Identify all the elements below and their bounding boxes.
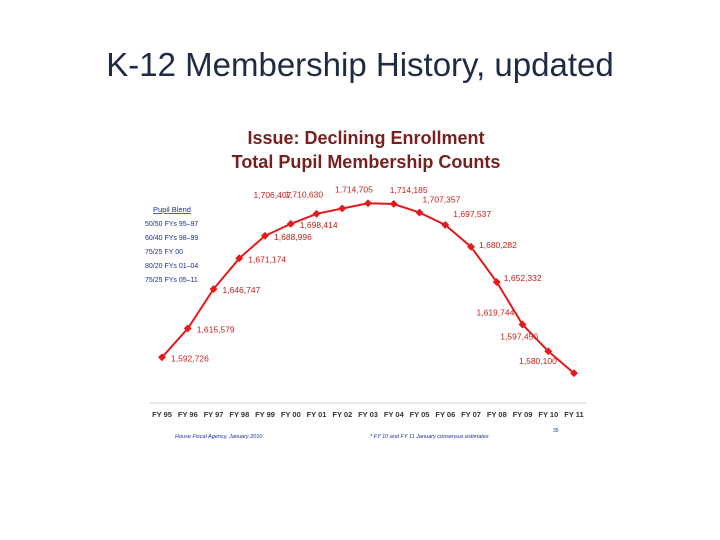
estimate-note: * FY 10 and FY 11 January consensus estimates [370,434,489,440]
data-label: 1,710,630 [285,189,324,200]
legend-item: 75/25 FYs 05–11 [145,277,198,284]
x-tick-label: FY 01 [306,410,327,419]
x-tick-label: FY 06 [435,410,456,419]
x-tick-label: FY 10 [538,410,559,419]
x-tick-layer [152,410,584,419]
x-tick-label: FY 00 [280,410,301,419]
x-tick-label: FY 98 [229,410,250,419]
data-label: 1,615,579 [196,324,235,335]
data-label: 1,652,332 [503,273,542,284]
data-label: 1,714,705 [335,184,373,195]
x-tick-label: FY 03 [358,410,378,419]
x-tick-label: FY 97 [203,410,224,419]
data-label: 1,707,357 [422,194,461,205]
data-point [390,200,398,208]
data-label: 1,697,537 [453,209,492,219]
data-point [338,204,346,212]
data-point [416,209,424,217]
chart-title: Issue: Declining Enrollment [247,128,485,148]
chart-subtitle: Total Pupil Membership Counts [231,152,501,172]
x-tick-label: FY 04 [383,410,404,419]
legend-title: Pupil Blend [153,205,191,214]
data-label: 1,698,414 [299,219,338,230]
x-tick-label: FY 07 [461,410,481,419]
x-tick-label: FY 05 [409,410,430,419]
x-tick-label: FY 11 [564,410,584,419]
series-layer [158,199,578,377]
x-tick-label: FY 09 [512,410,533,419]
data-label: 1,580,100 [519,356,557,367]
data-label: 1,688,996 [274,231,312,242]
data-label-layer [171,184,557,366]
data-label: 1,597,450 [500,331,539,342]
page-number: 35 [553,428,559,434]
data-label: 1,671,174 [248,254,287,265]
x-tick-label: FY 08 [486,410,507,419]
data-label: 1,680,282 [479,239,517,250]
x-tick-label: FY 95 [152,410,172,419]
x-tick-label: FY 96 [177,410,198,419]
data-label: 1,646,747 [222,285,261,296]
x-tick-label: FY 99 [255,410,275,419]
data-point [313,210,321,218]
legend-item: 80/20 FYs 01–04 [145,263,199,270]
data-label: 1,592,726 [171,353,209,364]
data-label: 1,714,185 [389,185,428,195]
legend-item: 60/40 FYs 98–99 [145,235,199,242]
data-label: 1,619,744 [476,307,515,318]
data-point [364,199,372,207]
source-note: House Fiscal Agency, January 2010 [175,434,263,440]
legend-item: 75/25 FY 00 [145,249,184,256]
data-label: 1,706,407 [253,189,292,200]
slide-title: K-12 Membership History, updated [106,46,614,83]
legend-item: 50/50 FYs 95–97 [145,221,199,228]
data-point [287,220,295,228]
x-tick-label: FY 02 [332,410,353,419]
